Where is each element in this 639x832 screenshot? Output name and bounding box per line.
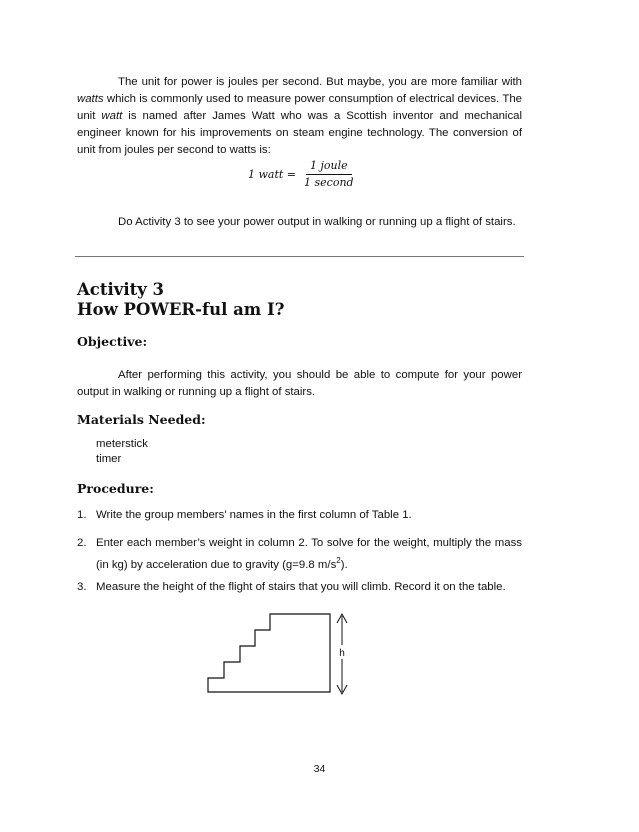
emphasis-watt: watt bbox=[101, 110, 123, 122]
intro-paragraph: The unit for power is joules per second. But maybe, you are more familiar with watts which is commonly used to measure power consumption of electrical devices. The unit watt is named after James Watt who was a Scottish inventor and mechanical engineer known for his improvements on steam engine technology. The conversion of unit from joules per second to watts is: bbox=[77, 76, 523, 156]
materials-heading: Materials Needed: bbox=[77, 412, 206, 427]
formula-fraction bbox=[300, 158, 358, 191]
activity-number-heading: Activity 3 bbox=[77, 280, 165, 299]
height-label: h bbox=[339, 648, 345, 659]
step-text: Enter each member’s weight in column 2. To solve for the weight, multiply the mass (in kg) by acceleration due to gravity (g=9.8 $m/s^2$). bbox=[96, 537, 522, 571]
step-number: 2. bbox=[77, 537, 87, 549]
superscript: 2 bbox=[336, 556, 341, 565]
formula-numerator: 1 joule bbox=[306, 158, 352, 175]
materials-list bbox=[96, 437, 148, 467]
activity-title-heading: How POWER-ful am I? bbox=[77, 300, 285, 319]
formula-lhs: 1 watt = bbox=[248, 167, 297, 181]
staircase-outline bbox=[208, 614, 330, 692]
step-number: 3. bbox=[77, 581, 87, 593]
procedure-step-2 bbox=[77, 535, 522, 574]
objective-paragraph: After performing this activity, you should be able to compute for your power output in walking or running up a flight of stairs. bbox=[77, 369, 522, 398]
step-text: Measure the height of the flight of stairs that you will climb. Record it on the table. bbox=[96, 581, 506, 593]
page-number: 34 bbox=[313, 763, 326, 775]
procedure-heading: Procedure: bbox=[77, 481, 154, 496]
formula-denominator: 1 second bbox=[304, 175, 354, 189]
activity-intro-paragraph: Do Activity 3 to see your power output in walking or running up a flight of stairs. bbox=[118, 216, 516, 228]
stairs-diagram bbox=[200, 608, 360, 698]
procedure-step-3 bbox=[77, 579, 522, 596]
step-text: Write the group members’ names in the first column of Table 1. bbox=[96, 509, 412, 521]
list-item: meterstick bbox=[96, 438, 148, 450]
objective-heading: Objective: bbox=[77, 334, 148, 349]
step-number: 1. bbox=[77, 509, 87, 521]
watt-conversion-formula bbox=[248, 156, 358, 192]
section-divider bbox=[75, 256, 524, 257]
list-item: timer bbox=[96, 453, 122, 465]
procedure-step-1 bbox=[77, 507, 522, 524]
emphasis-watts: watts bbox=[77, 93, 104, 105]
